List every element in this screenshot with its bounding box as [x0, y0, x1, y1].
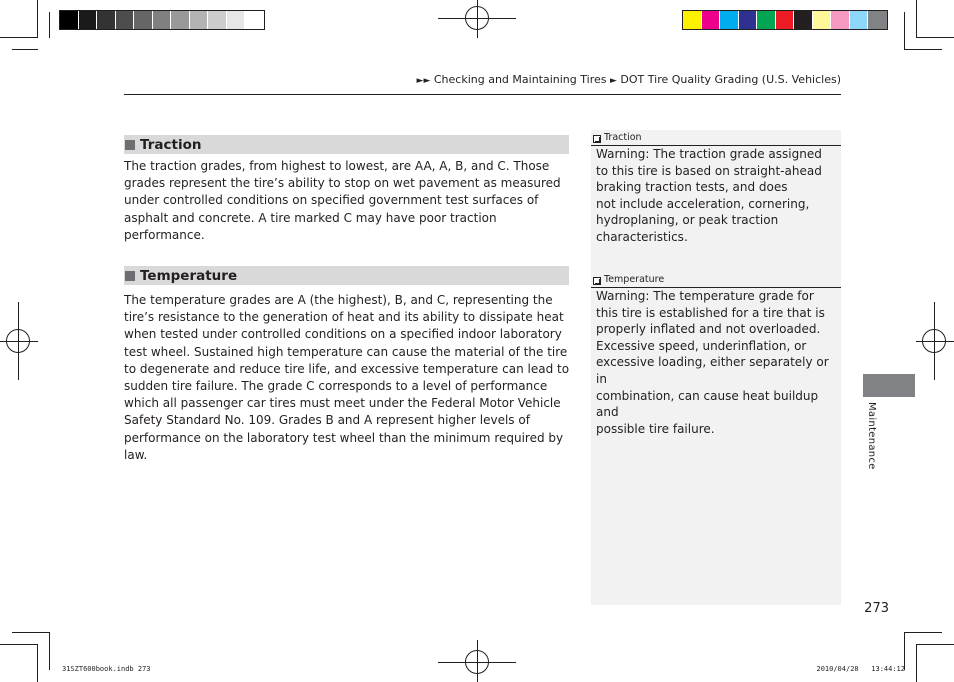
temperature-note-header [591, 272, 841, 288]
temperature-paragraph [124, 292, 570, 464]
crop-mark [12, 632, 50, 633]
temperature-heading-bar [124, 266, 569, 285]
header-divider [124, 94, 841, 95]
crop-mark [37, 0, 38, 38]
traction-paragraph [124, 158, 570, 244]
temperature-note-label: Temperature [604, 274, 665, 285]
chapter-tab[interactable] [863, 374, 915, 397]
crop-mark [916, 644, 917, 682]
crop-mark [0, 644, 38, 645]
print-timestamp: 2010/04/28 13:44:12 [816, 665, 905, 673]
traction-note-header [591, 130, 841, 146]
color-swatch-2 [702, 11, 721, 29]
crop-mark [904, 632, 942, 633]
gray-swatch-7 [171, 11, 190, 29]
note-reference-icon [593, 135, 601, 143]
temperature-text: The temperature grades are A (the highest), B, and C, representing the tire’s resistance to the generation of heat and its ability to dissipate heat when tested under controlled conditions on a specified indoor laboratory test wheel. Sustained high temperature can cause the material of the tire to degenerate and reduce tire life, and excessive temperature can lead to sudden tire failure. The grade C corresponds to a level of performance which all passenger car tires must meet under the Federal Motor Vehicle Safety Standard No. 109. Grades B and A represent higher levels of performance on the laboratory test wheel than the minimum required by law. [124, 293, 570, 462]
crop-mark [37, 644, 38, 682]
gray-swatch-6 [153, 11, 172, 29]
traction-heading: Traction [140, 136, 202, 153]
color-swatch-10 [850, 11, 869, 29]
grayscale-calibration-bar [59, 10, 265, 30]
square-bullet-icon [125, 140, 135, 150]
temperature-note-text: Warning: The temperature grade for this tire is established for a tire that is properly inflated and not overloaded. Excessive speed, underinflation, or excessive loading, either separately or in combination, can cause heat buildup and possible tire failure. [596, 289, 829, 436]
gray-swatch-2 [79, 11, 98, 29]
note-reference-icon [593, 277, 601, 285]
crop-mark [49, 632, 50, 670]
crop-mark [49, 12, 50, 38]
gray-swatch-8 [190, 11, 209, 29]
color-swatch-8 [813, 11, 832, 29]
color-swatch-6 [776, 11, 795, 29]
traction-note-text: Warning: The traction grade assigned to this tire is based on straight-ahead braking traction tests, and does not include acceleration, cornering, hydroplaning, or peak traction characteristics. [596, 147, 822, 244]
color-swatch-11 [868, 11, 887, 29]
gray-swatch-5 [134, 11, 153, 29]
gray-swatch-10 [227, 11, 246, 29]
crop-mark [904, 12, 905, 50]
crop-mark [916, 0, 917, 38]
traction-heading-bar [124, 135, 569, 154]
color-swatch-4 [739, 11, 758, 29]
breadcrumb-current: DOT Tire Quality Grading (U.S. Vehicles) [620, 73, 841, 86]
temperature-heading: Temperature [140, 267, 238, 284]
traction-text: The traction grades, from highest to lowest, are AA, A, B, and C. Those grades represent the tire’s ability to stop on wet pavement as measured under controlled conditions on specified government test surfaces of asphalt and concrete. A tire marked C may have poor traction performance. [124, 159, 561, 242]
crop-mark [12, 49, 38, 50]
gray-swatch-11 [245, 11, 264, 29]
traction-note-label: Traction [604, 132, 642, 143]
print-file-info: 31SZT600book.indb 273 [62, 665, 151, 673]
page-number: 273 [864, 601, 889, 616]
crop-mark [0, 37, 38, 38]
color-swatch-9 [831, 11, 850, 29]
gray-swatch-1 [60, 11, 79, 29]
color-swatch-5 [757, 11, 776, 29]
gray-swatch-4 [116, 11, 135, 29]
color-swatch-1 [683, 11, 702, 29]
crop-mark [904, 49, 942, 50]
crop-mark [916, 37, 954, 38]
crop-mark [916, 644, 954, 645]
color-swatch-7 [794, 11, 813, 29]
breadcrumb-separator: ► [609, 76, 617, 86]
color-calibration-bar [682, 10, 888, 30]
chapter-tab-label: Maintenance [866, 402, 877, 470]
breadcrumb-parent[interactable]: Checking and Maintaining Tires [433, 73, 607, 86]
breadcrumb [300, 73, 841, 86]
square-bullet-icon [125, 271, 135, 281]
gray-swatch-9 [208, 11, 227, 29]
gray-swatch-3 [97, 11, 116, 29]
breadcrumb-arrows: ►► [416, 76, 431, 86]
color-swatch-3 [720, 11, 739, 29]
